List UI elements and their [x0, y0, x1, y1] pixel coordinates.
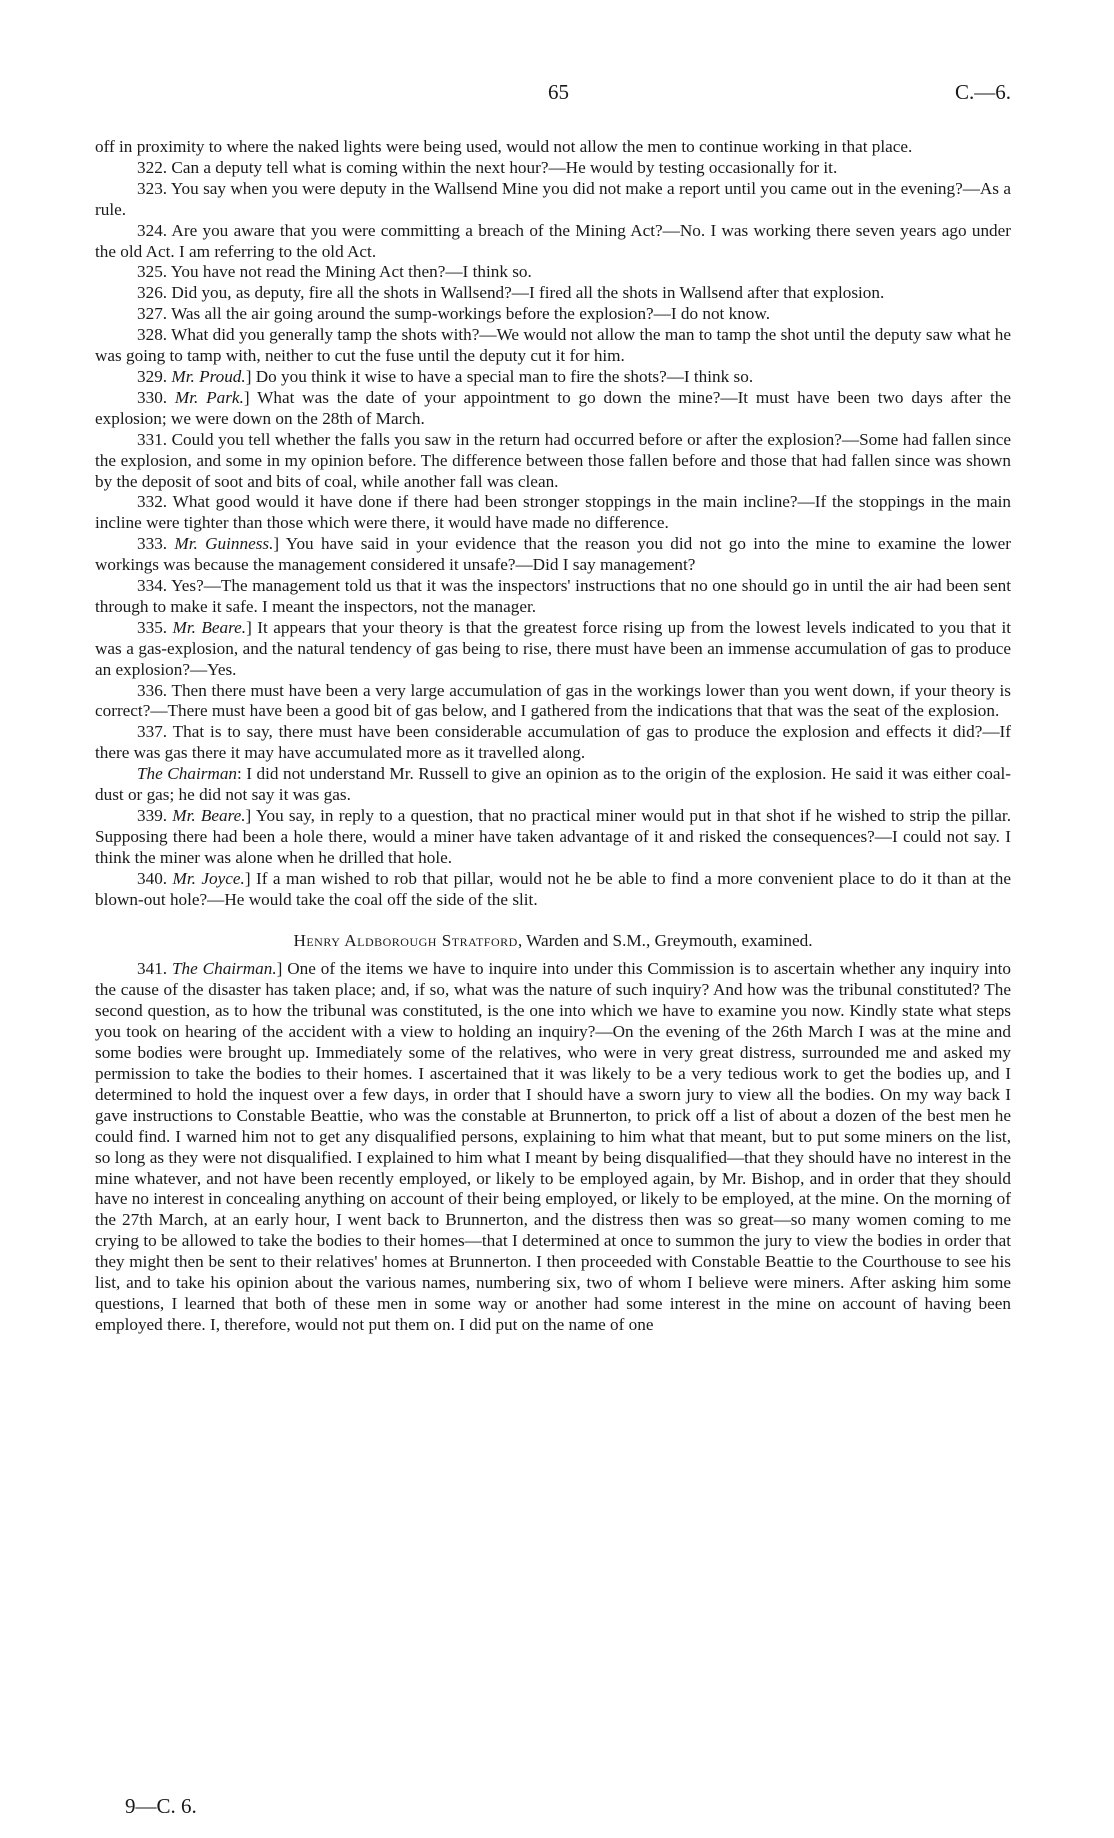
question-326: [95, 283, 1011, 304]
speaker-name: The Chairman: [137, 764, 238, 784]
question-329: [95, 367, 1011, 388]
page-number: 65: [548, 80, 569, 104]
paragraph-text: ] What was the date of your appointment to go down the mine?—It must have been two days after the explosion; we were down on the 28th of March.: [95, 387, 1012, 428]
question-number: 326.: [137, 283, 168, 303]
paragraph-text: Yes?—The management told us that it was the inspectors' instructions that no one should go in until the air had been sent through to make it safe. I meant the inspectors, not the manager.: [95, 576, 1011, 616]
question-number: 333.: [137, 534, 168, 554]
question-number: 327.: [137, 304, 168, 324]
question-337: [95, 722, 1011, 764]
question-number: 324.: [137, 220, 168, 240]
paragraph-text: ] If a man wished to rob that pillar, would not he be able to find a more convenient place to do it than at the blown-out hole?—He would take the coal off the side of the slit.: [95, 868, 1012, 909]
question-number: 337.: [137, 722, 168, 742]
question-336: [95, 681, 1011, 723]
paragraph-text: Was all the air going around the sump-workings before the explosion?—I do not know.: [167, 304, 770, 324]
paragraph-text: You say when you were deputy in the Wallsend Mine you did not make a report until you came out in the evening?—As a rule.: [95, 178, 1011, 219]
question-number: 325.: [137, 262, 168, 282]
witness-title: , Warden and S.M., Greymouth, examined.: [517, 930, 813, 950]
question-331: [95, 430, 1011, 493]
body-text: [95, 137, 1011, 1336]
speaker-name: Mr. Beare.: [172, 617, 247, 637]
question-number: 335.: [137, 617, 168, 637]
paragraph-text: ] You say, in reply to a question, that no practical miner would put in that shot if he wished to strip the pillar. Supposing there had been a hole there, would a miner have taken advantage of it and risked the consequences?—I could not say. I think the miner was alone when he drilled that hole.: [95, 806, 1011, 867]
witness-name: Henry Aldborough Stratford: [293, 930, 518, 950]
speaker-name: Mr. Park.: [174, 387, 244, 407]
question-number: 329.: [137, 366, 168, 386]
question-number: 322.: [137, 157, 168, 177]
question-number: 341.: [137, 959, 168, 979]
question-number: 339.: [137, 806, 168, 825]
paragraph-text: ] It appears that your theory is that the greatest force rising up from the lowest levels indicated to you that it was a gas-explosion, and the natural tendency of gas being to rise, there must have been an immense accumulation of gas to produce an explosion?—Yes.: [95, 617, 1011, 679]
speaker-name: Mr. Joyce.: [172, 868, 245, 888]
question-334: [95, 576, 1011, 618]
question-328: [95, 325, 1011, 367]
paragraph-text: What good would it have done if there had been stronger stoppings in the main incline?—If the stoppings in the main incline were tighter than those which were there, it would have made no difference.: [95, 492, 1011, 533]
question-number: 334.: [137, 576, 168, 596]
question-number: 331.: [137, 429, 168, 449]
question-324: [95, 221, 1011, 263]
paragraph-text: Did you, as deputy, fire all the shots in Wallsend?—I fired all the shots in Wallsend after that explosion.: [167, 283, 885, 303]
page-header: [0, 80, 1114, 110]
speaker-name: Mr. Beare.: [172, 806, 246, 825]
question-327: [95, 304, 1011, 325]
question-325: [95, 262, 1011, 283]
question-number: 330.: [137, 387, 168, 407]
paragraph-text: ] One of the items we have to inquire into under this Commission is to ascertain whether any inquiry into the cause of the disaster has taken place; and, if so, what was the nature of such inquiry? And how was the tribunal constituted? The second question, as to how the tribunal was constituted, is the one into which we have to examine you now. Kindly state what steps you took on hearing of the accident with a view to holding an inquiry?—On the evening of the 26th March I was at the mine and some bodies were brought up. Immediately some of the relatives, who were in very great distress, surrounded me and asked my permission to take the bodies to their homes. I ascertained that it was likely to be a very tedious work to get the bodies up, and I determined to hold the inquest over a few days, in order that I should have a sworn jury to view all the bodies. On my way back I gave instructions to Constable Beattie, who was the constable at Brunnerton, to prick off a list of about a dozen of the best men he could find. I warned him not to get any disqualified persons, explaining to him what that meant, but to put some miners on the list, so long as they were not disqualified. I explained to him what I meant by being disqualified—that they should have no interest in the mine whatever, and not have been recently employed, or likely to be employed again, by Mr. Bishop, and in order that they should have no interest in concealing anything on account of their being employed, or likely to be employed, at the mine. On the morning of the 27th March, at an early hour, I went back to Brunnerton, and the distress then was so great—so many women coming to me crying to be allowed to take the bodies to their homes—that I determined at once to summon the jury to view the bodies in order that they might then be sent to their relatives' homes at Brunnerton. I then proceeded with Constable Beattie to the Courthouse to see his list, and to take his opinion about the various names, numbering six, two of whom I believe were miners. After asking him some questions, I learned that both of these men in some way or another had some interest in the mine on account of having been employed there. I, therefore, would not put them on. I did put on the name of one: [95, 959, 1012, 1334]
document-reference: C.—6.: [954, 80, 1011, 104]
paragraph-text: off in proximity to where the naked lights were being used, would not allow the men to continue working in that place.: [95, 137, 913, 156]
paragraph-text: ] Do you think it wise to have a special man to fire the shots?—I think so.: [245, 366, 754, 386]
paragraph-text: What did you generally tamp the shots with?—We would not allow the man to tamp the shot until the deputy saw what he was going to tamp with, neither to cut the fuse until the deputy cut it for him.: [95, 325, 1011, 366]
speaker-name: The Chairman.: [171, 959, 277, 979]
question-335: [95, 618, 1011, 681]
speaker-name: Mr. Proud.: [171, 366, 246, 386]
question-330: [95, 388, 1011, 430]
paragraph-text: Then there must have been a very large accumulation of gas in the workings lower than you went down, if your theory is correct?—There must have been a good bit of gas below, and I gathered from the indications that that was the seat of the explosion.: [95, 680, 1011, 721]
question-339: [95, 806, 1011, 869]
witness-heading: [95, 931, 1011, 952]
question-number: 328.: [137, 325, 168, 345]
paragraph-text: : I did not understand Mr. Russell to give an opinion as to the origin of the explosion. He said it was either coal-dust or gas; he did not say it was gas.: [95, 764, 1011, 805]
chairman-remark: [95, 764, 1011, 806]
signature-mark: 9—C. 6.: [125, 1794, 197, 1818]
question-322: [95, 158, 1011, 179]
question-340: [95, 869, 1011, 911]
question-number: 336.: [137, 680, 168, 700]
question-341: [95, 959, 1011, 1335]
question-333: [95, 534, 1011, 576]
question-332: [95, 492, 1011, 534]
paragraph-text: Can a deputy tell what is coming within the next hour?—He would by testing occasionally for it.: [167, 157, 838, 177]
paragraph-text: Are you aware that you were committing a breach of the Mining Act?—No. I was working there seven years ago under the old Act. I am referring to the old Act.: [95, 220, 1011, 261]
paragraph-text: That is to say, there must have been considerable accumulation of gas to produce the explosion and effects it did?—If there was gas there it may have accumulated more as it travelled along.: [95, 722, 1011, 763]
speaker-name: Mr. Guinness.: [174, 534, 274, 554]
paragraph-text: You have not read the Mining Act then?—I think so.: [167, 262, 532, 282]
question-number: 323.: [137, 178, 168, 198]
paragraph-text: Could you tell whether the falls you saw in the return had occurred before or after the explosion?—Some had fallen since the explosion, and some in my opinion before. The difference between those fallen before and those that had fallen since was shown by the deposit of soot and bits of coal, while another fall was clean.: [95, 429, 1011, 491]
question-number: 340.: [137, 868, 168, 888]
question-323: [95, 179, 1011, 221]
paragraph-continuation: [95, 137, 1011, 158]
paragraph-text: ] You have said in your evidence that the reason you did not go into the mine to examine the lower workings was because the management considered it unsafe?—Did I say management?: [95, 534, 1011, 575]
question-number: 332.: [137, 492, 168, 512]
